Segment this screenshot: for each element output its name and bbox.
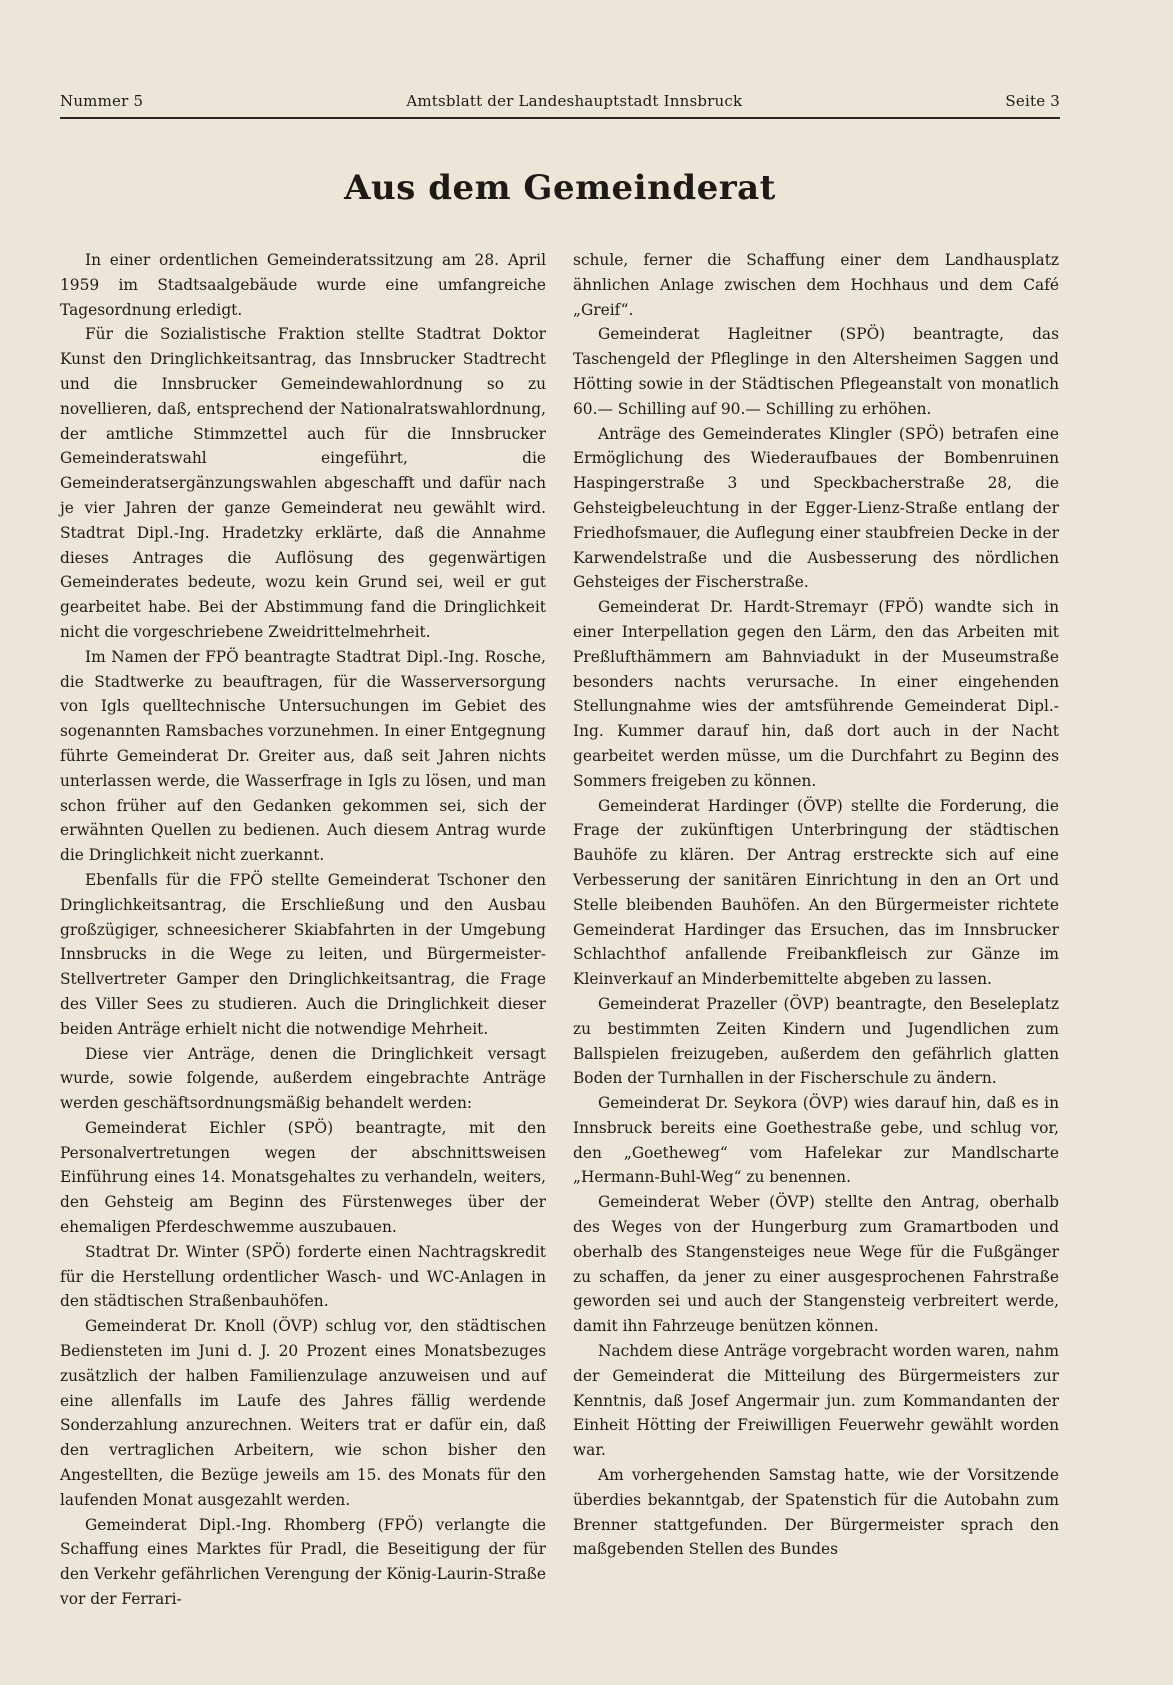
- paragraph: Gemeinderat Dr. Knoll (ÖVP) schlug vor, den städtischen Bediensteten im Juni d. J. 20 Prozent eines Monatsbezuges zusätzlich der halben Familienzulage anzuweisen und auf eine allenfalls im Laufe des Jahres fällig werdende Sonderzahlung anzurechnen. Weiters trat er dafür ein, daß den vertraglichen Arbeitern, wie schon bisher den Angestellten, die Bezüge jeweils am 15. des Monats für den laufenden Monat ausgezahlt werden.: [60, 1317, 546, 1509]
- right-column: [573, 248, 1059, 1562]
- paragraph-continued: schule, ferner die Schaffung einer dem Landhausplatz ähnlichen Anlage zwischen dem Hochhaus und dem Café „Greif“.: [573, 251, 1059, 319]
- page-number: Seite 3: [1005, 92, 1060, 110]
- paragraph: Gemeinderat Weber (ÖVP) stellte den Antrag, oberhalb des Weges von der Hungerburg zum Gramartboden und oberhalb des Stangensteiges neue Wege für die Fußgänger zu schaffen, da jener zu einer ausgesprochenen Fahrstraße geworden sei und auch der Stangensteig verbreitert werde, damit ihn Fahrzeuge benützen können.: [573, 1193, 1059, 1336]
- paragraph: Gemeinderat Dr. Hardt-Stremayr (FPÖ) wandte sich in einer Interpellation gegen den Lärm, den das Arbeiten mit Preßlufthämmern am Bahnviadukt in der Museumstraße besonders nachts verursache. In einer eingehenden Stellungnahme wies der amtsführende Gemeinderat Dipl.-Ing. Kummer darauf hin, daß dort auch in der Nacht gearbeitet werden müsse, um die Durchfahrt zu Beginn des Sommers freigeben zu können.: [573, 598, 1059, 790]
- paragraph: Gemeinderat Dr. Seykora (ÖVP) wies darauf hin, daß es in Innsbruck bereits eine Goethestraße gebe, und schlug vor, den „Goetheweg“ vom Hafelekar zur Mandlscharte „Hermann-Buhl-Weg“ zu benennen.: [573, 1094, 1059, 1187]
- left-column: [60, 248, 546, 1612]
- paragraph: Gemeinderat Hardinger (ÖVP) stellte die Forderung, die Frage der zukünftigen Unterbringung der städtischen Bauhöfe zu klären. Der Antrag erstreckte sich auf eine Verbesserung der sanitären Einrichtung in den an Ort und Stelle bleibenden Bauhöfen. An den Bürgermeister richtete Gemeinderat Hardinger das Ersuchen, das im Innsbrucker Schlachthof anfallende Freibankfleisch zur Gänze im Kleinverkauf an Minderbemittelte abgeben zu lassen.: [573, 796, 1059, 989]
- paragraph: In einer ordentlichen Gemeinderatssitzung am 28. April 1959 im Stadtsaalgebäude wurde eine umfangreiche Tagesordnung erledigt.: [60, 251, 546, 319]
- paragraph: Im Namen der FPÖ beantragte Stadtrat Dipl.-Ing. Rosche, die Stadtwerke zu beauftragen, für die Wasserversorgung von Igls quelltechnische Untersuchungen im Gebiet des sogenannten Ramsbaches vorzunehmen. In einer Entgegnung führte Gemeinderat Dr. Greiter aus, daß seit Jahren nichts unterlassen werde, die Wasserfrage in Igls zu lösen, und man schon früher auf den Gedanken gekommen sei, sich der erwähnten Quellen zu bedienen. Auch diesem Antrag wurde die Dringlichkeit nicht zuerkannt.: [60, 647, 546, 865]
- article-title: Aus dem Gemeinderat: [344, 168, 776, 208]
- paragraph: Gemeinderat Dipl.-Ing. Rhomberg (FPÖ) verlangte die Schaffung eines Marktes für Pradl, die Beseitigung der für den Verkehr gefährlichen Verengung der König-Laurin-Straße vor der Ferrari-: [60, 1515, 546, 1609]
- page-header: [60, 92, 1060, 110]
- paragraph: Anträge des Gemeinderates Klingler (SPÖ) betrafen eine Ermöglichung des Wiederaufbaues der Bombenruinen Haspingerstraße 3 und Speckbacherstraße 28, die Gehsteigbeleuchtung in der Egger-Lienz-Straße entlang der Friedhofsmauer, die Auflegung einer staubfreien Decke in der Karwendelstraße und die Ausbesserung des nördlichen Gehsteiges der Fischerstraße.: [573, 424, 1059, 592]
- paragraph: Diese vier Anträge, denen die Dringlichkeit versagt wurde, sowie folgende, außerdem eingebrachte Anträge werden geschäftsordnungsmäßig behandelt werden:: [60, 1044, 546, 1113]
- paragraph: Gemeinderat Prazeller (ÖVP) beantragte, den Beseleplatz zu bestimmten Zeiten Kindern und Jugendlichen zum Ballspielen freizugeben, außerdem den gefährlich glatten Boden der Turnhallen in der Fischerschule zu ändern.: [573, 994, 1059, 1088]
- publication-title: Amtsblatt der Landeshauptstadt Innsbruck: [406, 92, 743, 110]
- paragraph: Ebenfalls für die FPÖ stellte Gemeinderat Tschoner den Dringlichkeitsantrag, die Erschließung und den Ausbau großzügiger, schneesicherer Skiabfahrten in der Umgebung Innsbrucks in die Wege zu leiten, und Bürgermeister-Stellvertreter Gamper den Dringlichkeitsantrag, die Frage des Viller Sees zu studieren. Auch die Dringlichkeit dieser beiden Anträge erhielt nicht die notwendige Mehrheit.: [60, 870, 546, 1038]
- paragraph: Nachdem diese Anträge vorgebracht worden waren, nahm der Gemeinderat die Mitteilung des Bürgermeisters zur Kenntnis, daß Josef Angermair jun. zum Kommandanten der Einheit Hötting der Freiwilligen Feuerwehr gewählt worden war.: [573, 1342, 1059, 1460]
- paragraph: Gemeinderat Eichler (SPÖ) beantragte, mit den Personalvertretungen wegen der abschnittsweisen Einführung eines 14. Monatsgehaltes zu verhandeln, weiters, den Gehsteig am Beginn des Fürstenweges über der ehemaligen Pferdeschwemme auszubauen.: [60, 1118, 546, 1237]
- paragraph: Gemeinderat Hagleitner (SPÖ) beantragte, das Taschengeld der Pfleglinge in den Altersheimen Saggen und Hötting sowie in der Städtischen Pflegeanstalt von monatlich 60.— Schilling auf 90.— Schilling zu erhöhen.: [573, 325, 1059, 418]
- paragraph: Für die Sozialistische Fraktion stellte Stadtrat Doktor Kunst den Dringlichkeitsantrag, das Innsbrucker Stadtrecht und die Innsbrucker Gemeindewahlordnung so zu novellieren, daß, entsprechend der Nationalratswahlordnung, der amtliche Stimmzettel auch für die Innsbrucker Gemeinderatswahl eingeführt, die Gemeinderatsergänzungswahlen abgeschafft und dafür nach je vier Jahren der ganze Gemeinderat neu gewählt wird. Stadtrat Dipl.-Ing. Hradetzky erklärte, daß die Annahme dieses Antrages die Auflösung des gegenwärtigen Gemeinderates bedeute, wozu kein Grund sei, weil er gut gearbeitet habe. Bei der Abstimmung fand die Dringlichkeit nicht die vorgeschriebene Zweidrittelmehrheit.: [60, 325, 546, 641]
- paragraph: Stadtrat Dr. Winter (SPÖ) forderte einen Nachtragskredit für die Herstellung ordentlicher Wasch- und WC-Anlagen in den städtischen Straßenbauhöfen.: [60, 1242, 546, 1311]
- header-rule: [60, 117, 1060, 119]
- issue-number: Nummer 5: [60, 92, 144, 110]
- paragraph: Am vorhergehenden Samstag hatte, wie der Vorsitzende überdies bekanntgab, der Spatenstich für die Autobahn zum Brenner stattgefunden. Der Bürgermeister sprach den maßgebenden Stellen des Bundes: [573, 1466, 1059, 1559]
